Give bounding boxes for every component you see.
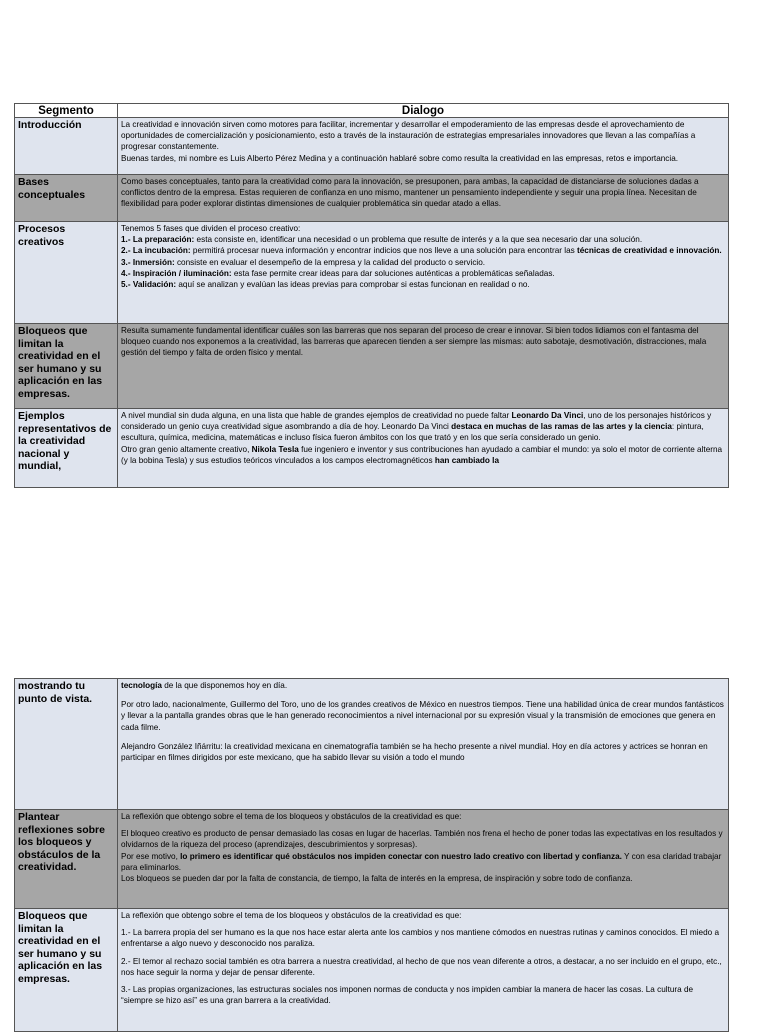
phase-label: 5.- Validación: — [121, 280, 177, 290]
table-row — [15, 324, 729, 409]
dialog-paragraph: Buenas tardes, mi nombre es Luis Alberto Pérez Medina y a continuación hablaré sobre como resulta la creatividad en las empresas, retos e importancia. — [121, 153, 679, 163]
bold-run: Leonardo Da Vinci — [511, 411, 584, 420]
dialog-paragraph: La reflexión que obtengo sobre el tema de los bloqueos y obstáculos de la creatividad es que: — [121, 911, 462, 920]
phase-text: esta fase permite crear ideas para dar soluciones auténticas a problemáticas señaladas. — [231, 268, 555, 278]
table-row — [15, 409, 729, 488]
dialog-paragraph: Por otro lado, nacionalmente, Guillermo del Toro, uno de los grandes creativos de México en nuestros tiempos. Tiene una habilidad única de crear mundos fantásticos y llevar a la pantalla grandes obras que le han generado reconocimientos a nivel internacional por su expresión visual y la transmisión de emociones que genera en cada filme. — [121, 700, 724, 732]
segment-cell: Bases conceptuales — [15, 175, 118, 222]
segment-cell: Ejemplos representativos de la creatividad nacional y mundial, — [15, 409, 118, 488]
dialog-paragraph: Como bases conceptuales, tanto para la creatividad como para la innovación, se presuponen, para ambas, la capacidad de distanciarse de soluciones dadas a conflictos dentro de la empresa. Estas requieren de confianza en uno mismo, mantener un pensamiento independiente y seguir una propia línea. Necesitan de flexibilidad para poder explorar distintas dimensiones de cualquier problemática sin quedar atado a ellas. — [121, 177, 699, 209]
dialog-table-page-2 — [14, 678, 729, 1032]
text-run: A nivel mundial sin duda alguna, en una lista que hable de grandes ejemplos de creatividad no puede faltar — [121, 411, 512, 420]
phase-text: consiste en evaluar el desempeño de la empresa y la calidad del producto o servicio. — [174, 257, 486, 267]
text-run: , uno de los personajes históricos y considerado un genio cuya creatividad sigue asombrando a día de hoy. Leonardo Da Vinci — [121, 411, 712, 432]
phase-item — [121, 245, 725, 256]
table-row — [15, 222, 729, 324]
dialog-cell — [118, 679, 729, 810]
dialog-paragraph: El bloqueo creativo es producto de pensar demasiado las cosas en lugar de hacerlas. También nos frena el hecho de poner todas las expectativas en los resultados y olvidarnos de la riqueza del proceso (aprendizajes, descubrimientos y sorpresas). — [121, 829, 723, 850]
phase-label: 3.- Inmersión: — [121, 257, 175, 267]
dialog-paragraph: La reflexión que obtengo sobre el tema de los bloqueos y obstáculos de la creatividad es que: — [121, 812, 462, 821]
bold-run: tecnología — [121, 681, 162, 690]
segment-cell: Plantear reflexiones sobre los bloqueos y obstáculos de la creatividad. — [15, 810, 118, 909]
phase-item — [121, 268, 725, 279]
table-row — [15, 118, 729, 175]
dialog-paragraph: Los bloqueos se pueden dar por la falta de constancia, de tiempo, la falta de interés en la empresa, de inspiración y sobre todo de confianza. — [121, 874, 633, 884]
phase-label: 4.- Inspiración / iluminación: — [121, 268, 232, 278]
table-row — [15, 175, 729, 222]
table-row — [15, 909, 729, 1032]
bold-run: Nikola Tesla — [251, 444, 299, 454]
segment-cell: Bloqueos que limitan la creatividad en el ser humano y su aplicación en las empresas. — [15, 324, 118, 409]
dialog-paragraph: La creatividad e innovación sirven como motores para facilitar, incrementar y desarrollar el empoderamiento de las empresas desde el aprovechamiento de oportunidades de comercialización y posicionamiento, esto a través de la instauración de estrategias empresariales innovadores que llevan a las compañías a progresar constantemente. — [121, 120, 696, 152]
dialog-paragraph: 3.- Las propias organizaciones, las estructuras sociales nos imponen normas de conducta y nos impiden cambiar la manera de hacer las cosas. La cultura de “siempre se hizo así” es una gran barrera a la creatividad. — [121, 985, 694, 1006]
table-row — [15, 810, 729, 909]
dialog-cell — [118, 810, 729, 909]
text-run: fue ingeniero e inventor y sus contribuciones han ayudado a cambiar el mundo: ya solo el motor de corriente alterna (y la bobina Tesla) y sus estudios teóricos vinculados a los campos electromagnéticos — [121, 444, 723, 465]
phase-bold-tail: técnicas de creatividad e innovación. — [577, 246, 722, 256]
segment-cell: Bloqueos que limitan la creatividad en el ser humano y su aplicación en las empresas. — [15, 909, 118, 1032]
dialog-cell — [118, 175, 729, 222]
dialog-paragraph: Resulta sumamente fundamental identificar cuáles son las barreras que nos separan del proceso de crear e innovar. Si bien todos lidiamos con el fantasma del bloqueo cuando nos exponemos a la creatividad, las barreras que aparecen tienden a ser siempre las mismas: auto sabotaje, desmotivación, distracciones, mala gestión del tiempo y falta de orden físico y mental. — [121, 326, 707, 358]
text-run: Y con esa claridad trabajar para eliminarlos. — [121, 851, 722, 872]
dialog-cell — [118, 909, 729, 1032]
text-run: Por ese motivo, — [121, 851, 181, 861]
dialog-paragraph: Tenemos 5 fases que dividen el proceso creativo: — [121, 224, 301, 233]
phase-label: 1.- La preparación: — [121, 235, 195, 245]
dialog-table-page-1 — [14, 103, 729, 488]
phase-item — [121, 279, 725, 290]
bold-run: lo primero es identificar qué obstáculos nos impiden conectar con nuestro lado creativo con libertad y confianza. — [180, 851, 622, 861]
dialog-paragraph: Alejandro González Iñárritu: la creatividad mexicana en cinematografía también se ha hecho presente a nivel mundial. Hoy en día actores y actrices se honran en participar en filmes dirigidos por este mexicano, que ha sabido llevar su visión a todo el mundo — [121, 741, 708, 763]
dialog-cell — [118, 324, 729, 409]
dialog-paragraph: 1.- La barrera propia del ser humano es la que nos hace estar alerta ante los cambios y nos mantiene cómodos en nuestras rutinas y caminos conocidos. El miedo a enfrentarse a algo nuevo y desconocido nos paraliza. — [121, 928, 720, 949]
phase-label: 2.- La incubación: — [121, 246, 191, 256]
bold-run: destaca en muchas de las ramas de las artes y la ciencia — [451, 422, 672, 432]
segment-cell: Procesos creativos — [15, 222, 118, 324]
table-row — [15, 679, 729, 810]
dialog-paragraph — [121, 410, 725, 444]
header-dialog: Dialogo — [118, 104, 729, 118]
text-run: Otro gran genio altamente creativo, — [121, 444, 252, 454]
header-segment: Segmento — [15, 104, 118, 118]
text-run: de la que disponemos hoy en día. — [161, 681, 288, 690]
phase-text: aquí se analizan y evalúan las ideas previas para comprobar si estas funcionan en realidad o no. — [176, 280, 530, 290]
phase-item — [121, 257, 725, 268]
bold-run: han cambiado la — [434, 455, 500, 465]
dialog-paragraph — [121, 851, 725, 873]
text-run: : pintura, escultura, química, medicina, matemáticas e incluso física fueron ámbitos con los que trató y en los que sería considerado un genio. — [121, 422, 704, 443]
phase-text: permitirá procesar nueva información y encontrar indicios que nos lleve a una solución para encontrar las — [190, 246, 577, 256]
segment-cell: Introducción — [15, 118, 118, 175]
phase-text: esta consiste en, identificar una necesidad o un problema que resulte de interés y a la que sea necesario dar una solución. — [194, 235, 643, 245]
dialog-paragraph — [121, 680, 725, 691]
dialog-paragraph — [121, 444, 725, 466]
dialog-paragraph: 2.- El temor al rechazo social también es otra barrera a nuestra creatividad, al hecho de que nos vean diferente a otros, a destacar, a no ser incluido en el grupo, etc., nos hace seguir la norma y dejar de pensar diferente. — [121, 956, 722, 977]
dialog-cell — [118, 118, 729, 175]
dialog-cell — [118, 222, 729, 324]
segment-cell: mostrando tu punto de vista. — [15, 679, 118, 810]
dialog-cell — [118, 409, 729, 488]
phase-item — [121, 234, 725, 245]
